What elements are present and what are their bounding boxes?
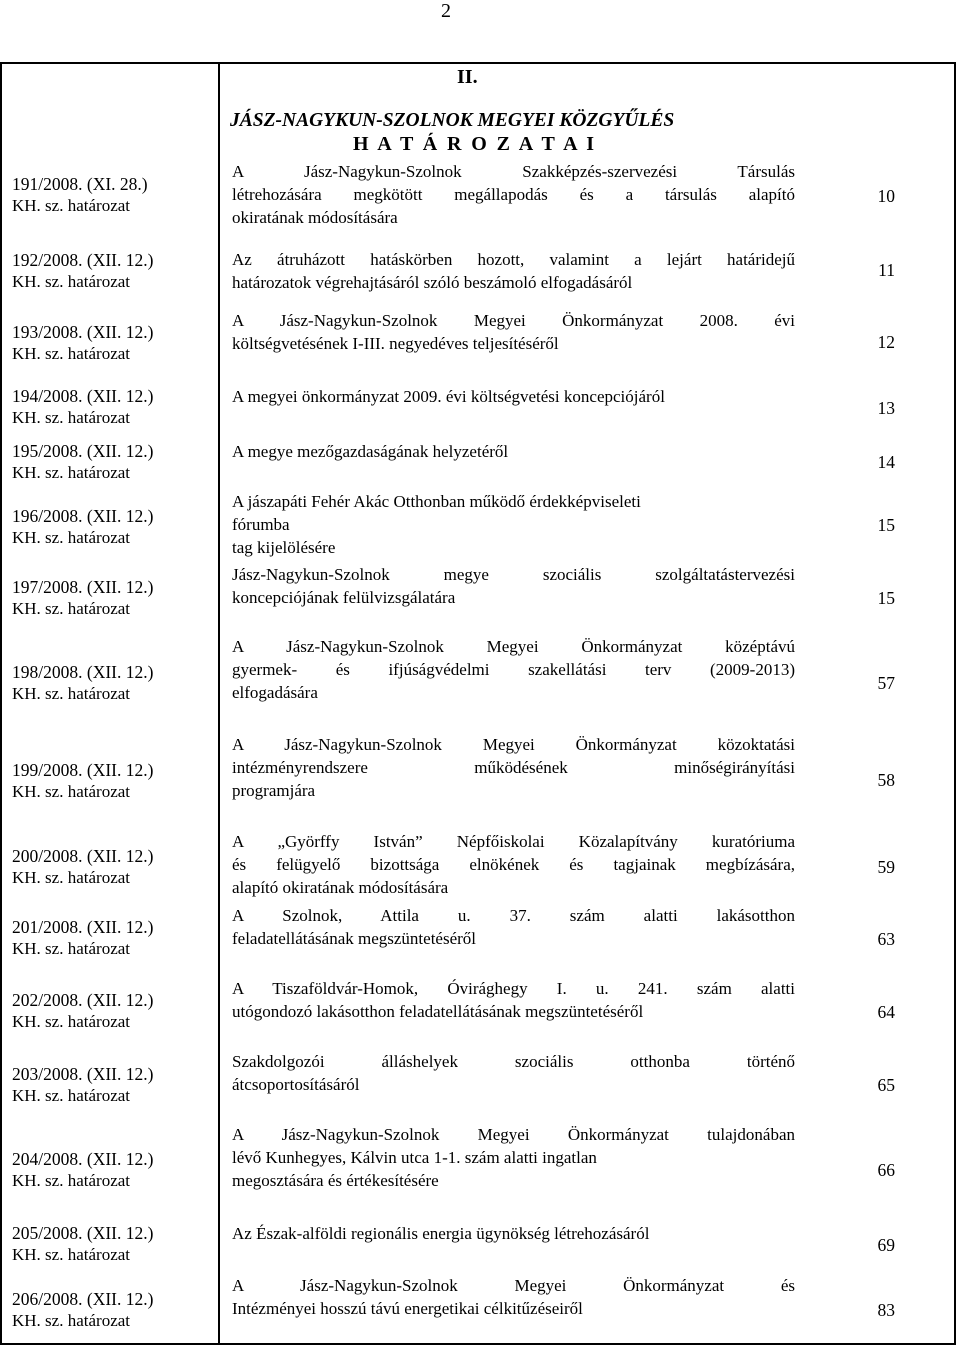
subject-line: lévő Kunhegyes, Kálvin utca 1-1. szám alatti ingatlan [232,1148,597,1167]
page-reference: 57 [877,673,895,693]
resolution-number: 192/2008. (XII. 12.) [12,250,154,270]
resolution-ref [12,1149,153,1191]
resolution-number: 196/2008. (XII. 12.) [12,506,154,526]
subject-line: utógondozó lakásotthon feladatellátásának megszüntetéséről [232,1002,644,1021]
resolution-number: 199/2008. (XII. 12.) [12,760,154,780]
resolution-type: KH. sz. határozat [12,272,131,291]
resolution-number: 198/2008. (XII. 12.) [12,662,154,682]
page-reference: 83 [877,1300,895,1320]
resolution-type: KH. sz. határozat [12,939,131,958]
resolution-subject [232,440,795,463]
page-reference: 63 [877,929,895,949]
page-reference: 13 [877,398,895,418]
resolution-ref [12,662,153,704]
resolution-subject [232,248,795,294]
resolution-number: 191/2008. (XI. 28.) [12,174,148,194]
resolution-number: 195/2008. (XII. 12.) [12,441,154,461]
page-reference: 59 [877,857,895,877]
page-reference: 66 [877,1160,895,1180]
subject-line: A Tiszaföldvár-Homok, Óvirághegy I. u. 241. szám alatti [232,979,795,998]
resolution-ref [12,917,153,959]
resolution-type: KH. sz. határozat [12,1245,131,1264]
resolution-type: KH. sz. határozat [12,1012,131,1031]
subject-line: gyermek- és ifjúságvédelmi szakellátási terv (2009-2013) [232,660,795,679]
subject-line: megosztására és értékesítésére [232,1171,439,1190]
resolution-type: KH. sz. határozat [12,1311,131,1330]
subject-line: A Jász-Nagykun-Szolnok Szakképzés-szervezési Társulás [232,162,795,181]
resolution-subject [232,309,795,355]
page-reference: 12 [877,332,895,352]
subject-line: programjára [232,781,316,800]
resolution-subject [232,1274,795,1320]
resolution-type: KH. sz. határozat [12,1086,131,1105]
resolution-type: KH. sz. határozat [12,782,131,801]
resolution-subject [232,977,795,1023]
subject-line: Szakdolgozói álláshelyek szociális otthonba történő [232,1052,795,1071]
resolution-ref [12,250,153,292]
resolution-number: 203/2008. (XII. 12.) [12,1064,154,1084]
resolution-subject [232,1123,795,1192]
page-number: 2 [441,0,451,22]
resolution-subject [232,385,795,408]
resolution-number: 193/2008. (XII. 12.) [12,322,154,342]
subject-line: A Jász-Nagykun-Szolnok Megyei Önkormányzat tulajdonában [232,1125,795,1144]
resolution-subject [232,635,795,704]
subject-line: A megye mezőgazdaságának helyzetéről [232,442,509,461]
resolution-number: 194/2008. (XII. 12.) [12,386,154,406]
resolution-type: KH. sz. határozat [12,599,131,618]
subject-line: Az átruházott hatáskörben hozott, valamint a lejárt határidejű [232,250,795,269]
resolution-type: KH. sz. határozat [12,344,131,363]
resolution-ref [12,577,153,619]
subject-line: Az Észak-alföldi regionális energia ügynökség létrehozásáról [232,1224,650,1243]
resolution-number: 197/2008. (XII. 12.) [12,577,154,597]
subject-line: tag kijelölésére [232,538,336,557]
subject-line: fórumba [232,515,290,534]
subject-line: feladatellátásának megszüntetéséről [232,929,477,948]
subject-line: határozatok végrehajtásáról szóló beszámoló elfogadásáról [232,273,633,292]
resolution-type: KH. sz. határozat [12,684,131,703]
resolution-subject [232,563,795,609]
page-reference: 15 [877,588,895,608]
resolution-type: KH. sz. határozat [12,528,131,547]
resolution-subject [232,733,795,802]
page-reference: 14 [877,452,895,472]
subject-line: A „Györffy István” Népfőiskolai Közalapítvány kuratóriuma [232,832,795,851]
subject-line: intézményrendszere működésének minőségirányítási [232,758,795,777]
subject-line: koncepciójának felülvizsgálatára [232,588,456,607]
subject-line: A Jász-Nagykun-Szolnok Megyei Önkormányzat és [232,1276,795,1295]
resolution-ref [12,990,153,1032]
resolution-number: 206/2008. (XII. 12.) [12,1289,154,1309]
page-reference: 58 [877,770,895,790]
resolution-subject [232,490,795,559]
page-reference: 11 [878,260,895,280]
subject-line: A jászapáti Fehér Akác Otthonban működő érdekképviseleti [232,492,641,511]
resolution-ref [12,322,153,364]
resolution-subject [232,830,795,899]
resolution-number: 202/2008. (XII. 12.) [12,990,154,1010]
page-reference: 10 [877,186,895,206]
subject-line: elfogadására [232,683,318,702]
subject-line: és felügyelő bizottsága elnökének és tagjainak megbízására, [232,855,795,874]
subject-line: A Jász-Nagykun-Szolnok Megyei Önkormányzat középtávú [232,637,795,656]
subject-line: Intézményei hosszú távú energetikai célkitűzéseiről [232,1299,583,1318]
section-number: II. [457,66,478,88]
resolution-ref [12,846,153,888]
resolution-ref [12,1064,153,1106]
resolution-number: 204/2008. (XII. 12.) [12,1149,154,1169]
column-divider [218,62,220,1345]
subject-line: A Jász-Nagykun-Szolnok Megyei Önkormányzat közoktatási [232,735,795,754]
resolution-type: KH. sz. határozat [12,868,131,887]
resolution-ref [12,760,153,802]
resolution-type: KH. sz. határozat [12,463,131,482]
resolution-subject [232,1050,795,1096]
subject-line: A megyei önkormányzat 2009. évi költségvetési koncepciójáról [232,387,665,406]
subject-line: A Szolnok, Attila u. 37. szám alatti lakásotthon [232,906,795,925]
page-reference: 15 [877,515,895,535]
resolution-type: KH. sz. határozat [12,1171,131,1190]
subject-line: A Jász-Nagykun-Szolnok Megyei Önkormányzat 2008. évi [232,311,795,330]
resolution-ref [12,1223,153,1265]
resolution-subject [232,904,795,950]
subject-line: okiratának módosítására [232,208,398,227]
resolution-ref [12,441,153,483]
council-title: JÁSZ-NAGYKUN-SZOLNOK MEGYEI KÖZGYŰLÉS [230,110,675,131]
page-reference: 65 [877,1075,895,1095]
document-heading: H A T Á R O Z A T A I [353,133,597,155]
subject-line: átcsoportosításáról [232,1075,360,1094]
resolution-subject [232,1222,795,1245]
subject-line: Jász-Nagykun-Szolnok megye szociális szolgáltatástervezési [232,565,795,584]
resolution-ref [12,1289,153,1331]
resolution-subject [232,160,795,229]
resolution-number: 205/2008. (XII. 12.) [12,1223,154,1243]
resolution-number: 200/2008. (XII. 12.) [12,846,154,866]
resolution-number: 201/2008. (XII. 12.) [12,917,154,937]
page-reference: 64 [877,1002,895,1022]
resolution-type: KH. sz. határozat [12,196,131,215]
resolution-type: KH. sz. határozat [12,408,131,427]
subject-line: költségvetésének I-III. negyedéves teljesítéséről [232,334,559,353]
resolution-ref [12,506,153,548]
resolution-ref [12,386,153,428]
page-reference: 69 [877,1235,895,1255]
subject-line: létrehozására megkötött megállapodás és a társulás alapító [232,185,795,204]
subject-line: alapító okiratának módosítására [232,878,449,897]
resolution-ref [12,174,148,216]
